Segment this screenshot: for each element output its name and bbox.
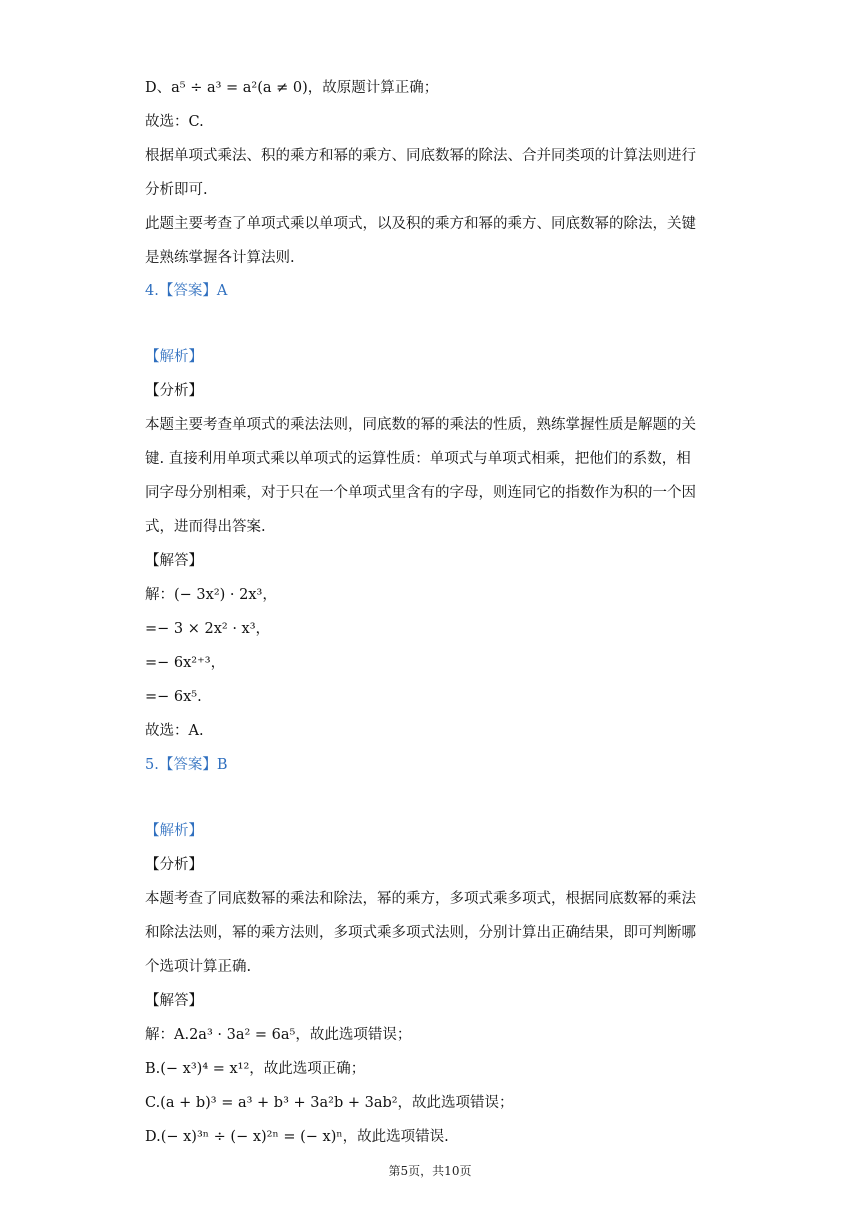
math-line: =− 6x⁵. (145, 689, 202, 705)
text-line: 个选项计算正确. (145, 959, 252, 975)
section-label: 【分析】 (145, 857, 203, 873)
math-line: =− 3 × 2x² · x³， (145, 621, 271, 637)
text-line: 故选：C. (145, 114, 204, 130)
text-line: 分析即可. (145, 182, 208, 198)
text-line: 同字母分别相乘，对于只在一个单项式里含有的字母，则连同它的指数作为积的一个因 (145, 485, 696, 501)
text-line: 此题主要考查了单项式乘以单项式，以及积的乘方和幂的乘方、同底数幂的除法，关键 (145, 216, 696, 232)
answer-heading: 5.【答案】B (145, 757, 228, 773)
analysis-label: 【解析】 (145, 823, 203, 839)
page-footer: 第5页，共10页 (388, 1164, 472, 1178)
math-line: 解：A.2a³ · 3a² = 6a⁵，故此选项错误； (145, 1027, 412, 1043)
text-line: 和除法法则，幂的乘方法则，多项式乘多项式法则，分别计算出正确结果，即可判断哪 (145, 925, 696, 941)
text-line: 根据单项式乘法、积的乘方和幂的乘方、同底数幂的除法、合并同类项的计算法则进行 (145, 148, 696, 164)
math-line: C.(a + b)³ = a³ + b³ + 3a²b + 3ab²，故此选项错误； (145, 1095, 514, 1111)
text-line: 本题主要考查单项式的乘法法则，同底数的幂的乘法的性质，熟练掌握性质是解题的关 (145, 417, 696, 433)
text-line: D、a⁵ ÷ a³ = a²(a ≠ 0)，故原题计算正确； (145, 80, 439, 96)
section-label: 【解答】 (145, 993, 203, 1009)
text-line: 本题考查了同底数幂的乘法和除法，幂的乘方，多项式乘多项式，根据同底数幂的乘法 (145, 891, 696, 907)
text-line: 键. 直接利用单项式乘以单项式的运算性质：单项式与单项式相乘，把他们的系数，相 (145, 451, 691, 467)
text-line: 式，进而得出答案. (145, 519, 266, 535)
math-line: =− 6x²⁺³， (145, 655, 226, 671)
text-line: 是熟练掌握各计算法则. (145, 250, 295, 266)
text-line: 故选：A. (145, 723, 204, 739)
math-line: D.(− x)³ⁿ ÷ (− x)²ⁿ = (− x)ⁿ，故此选项错误. (145, 1129, 449, 1145)
section-label: 【分析】 (145, 383, 203, 399)
math-line: B.(− x³)⁴ = x¹²，故此选项正确； (145, 1061, 366, 1077)
answer-heading: 4.【答案】A (145, 283, 228, 299)
section-label: 【解答】 (145, 553, 203, 569)
math-line: 解：(− 3x²) · 2x³， (145, 587, 277, 603)
analysis-label: 【解析】 (145, 349, 203, 365)
